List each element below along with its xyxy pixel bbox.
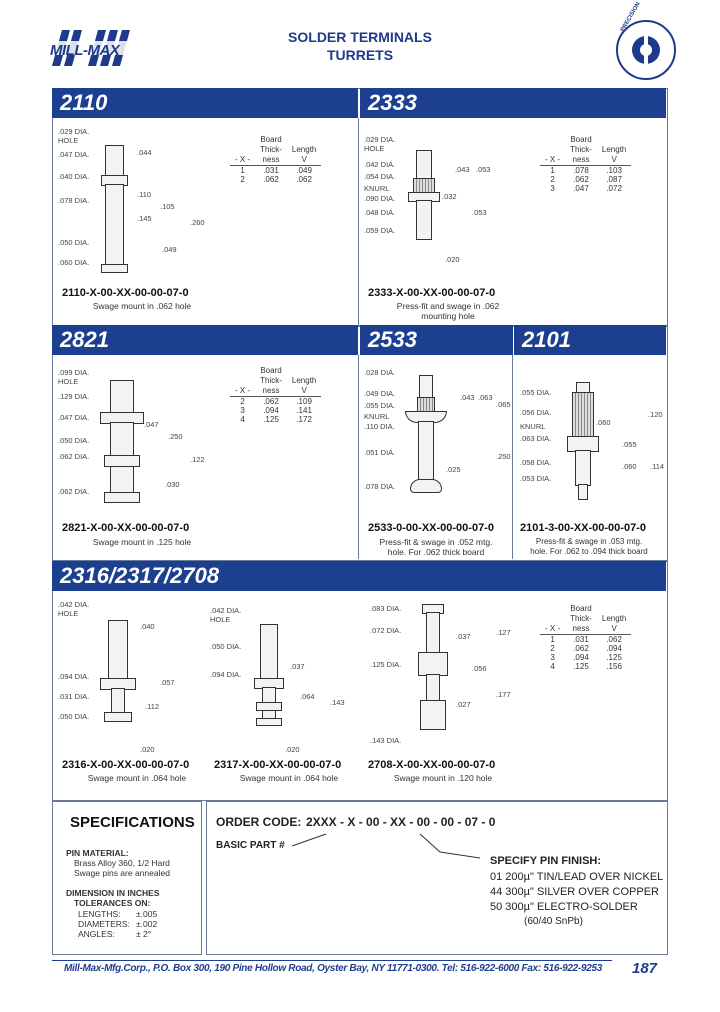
label: .040 xyxy=(140,622,155,631)
label: .065 xyxy=(496,400,511,409)
label: .050 DIA. xyxy=(58,238,90,247)
table-row: 2 .062 .109 xyxy=(240,397,312,406)
label: KNURL xyxy=(520,422,546,431)
tolerance-title: TOLERANCES ON: xyxy=(74,898,151,908)
band-2821: 2821 xyxy=(52,325,358,355)
table-row: 3 .094 .141 xyxy=(240,406,312,415)
col-board: Board Thick- ness xyxy=(565,135,597,166)
band-2316: 2316/2317/2708 xyxy=(52,561,666,591)
col-length: Length V xyxy=(287,135,321,166)
label: .025 xyxy=(446,465,461,474)
label: .031 DIA. xyxy=(58,692,90,701)
label: .047 DIA. xyxy=(58,413,90,422)
band-2333: 2333 xyxy=(360,88,666,118)
tolerance-label: LENGTHS: xyxy=(78,909,121,919)
order-code-arrows xyxy=(290,826,520,866)
table-row: 3 .094 .125 xyxy=(550,653,622,662)
finish-option: 50 300µ" ELECTRO-SOLDER xyxy=(490,901,638,913)
label: .122 xyxy=(190,455,205,464)
label: .145 xyxy=(137,214,152,223)
dimension-title: DIMENSION IN INCHES xyxy=(66,888,160,898)
page-subtitle: TURRETS xyxy=(326,47,394,63)
tolerance-label: ANGLES: xyxy=(78,929,115,939)
divider xyxy=(512,355,513,559)
label: .083 DIA. xyxy=(370,604,402,613)
badge-text: PRECISION xyxy=(620,1,642,33)
table-row: 1 .031 .062 xyxy=(550,635,622,644)
label: .125 DIA. xyxy=(370,660,402,669)
label: .020 xyxy=(285,745,300,754)
label: .020 xyxy=(445,255,460,264)
label: KNURL xyxy=(364,412,390,421)
tolerance-value: ± 2° xyxy=(136,929,152,939)
pin-material-title: PIN MATERIAL: xyxy=(66,848,129,858)
band-2110: 2110 xyxy=(52,88,358,118)
label: .050 DIA. xyxy=(58,436,90,445)
label: .056 DIA. xyxy=(520,408,552,417)
pin-2317-base xyxy=(256,718,282,726)
table-row: 4 .125 .172 xyxy=(240,415,312,424)
label: .053 DIA. xyxy=(520,474,552,483)
label: .028 DIA. xyxy=(364,368,396,377)
label: .250 xyxy=(168,432,183,441)
label: .090 DIA. xyxy=(364,194,396,203)
label: .110 xyxy=(137,190,152,199)
pin-2708-top xyxy=(426,612,440,654)
label: .029 DIA. HOLE xyxy=(364,135,396,153)
note-2110: Swage mount in .062 hole xyxy=(92,301,192,311)
pin-2533-base xyxy=(410,479,442,493)
pin-2110-base xyxy=(101,264,128,273)
table-row: 2 .062 .062 xyxy=(240,175,312,184)
note-2533: Press-fit & swage in .052 mtg. hole. For .062 thick board xyxy=(379,537,493,557)
col-x: - X - xyxy=(540,604,565,635)
part-number-2110: 2110-X-00-XX-00-00-07-0 xyxy=(62,287,189,299)
col-x: - X - xyxy=(230,366,255,397)
order-code-label: ORDER CODE: xyxy=(216,815,302,829)
part-number-2533: 2533-0-00-XX-00-00-07-0 xyxy=(368,522,494,534)
label: .062 DIA. xyxy=(58,452,90,461)
pin-2533-body xyxy=(418,421,434,481)
pin-2101-body xyxy=(575,450,591,486)
pin-2821-base xyxy=(104,492,140,503)
label: .143 DIA. xyxy=(370,736,402,745)
label: .078 DIA. xyxy=(364,482,396,491)
footer-rule xyxy=(52,960,612,961)
footer-address: Mill-Max-Mfg.Corp., P.O. Box 300, 190 Pine Hollow Road, Oyster Bay, NY 11771-0300. Tel: 516-922-6000 Fax: 516-922-9253 xyxy=(64,963,602,974)
label: .032 xyxy=(442,192,457,201)
label: .094 DIA. xyxy=(210,670,242,679)
band-2101: 2101 xyxy=(514,325,666,355)
label: .042 DIA. HOLE xyxy=(210,606,242,624)
col-length: Length V xyxy=(597,604,631,635)
pin-2708-body xyxy=(426,674,440,702)
label: .129 DIA. xyxy=(58,392,90,401)
logo-text: MILL-MAX xyxy=(50,42,120,59)
pin-2110-top xyxy=(105,145,124,177)
table-row: 1 .031 .049 xyxy=(240,166,312,175)
note-2821: Swage mount in .125 hole xyxy=(92,537,192,547)
label: .027 xyxy=(456,700,471,709)
label: .059 DIA. xyxy=(364,226,396,235)
pin-2101-knurl xyxy=(572,392,594,438)
label: KNURL xyxy=(364,184,390,193)
label: .105 xyxy=(160,202,175,211)
tolerance-value: ±.002 xyxy=(136,919,158,929)
label: .094 DIA. xyxy=(58,672,90,681)
pin-2821-top xyxy=(110,380,134,414)
label: .112 xyxy=(145,702,160,711)
label: .043 xyxy=(460,393,475,402)
table-row: 3 .047 .072 xyxy=(550,184,622,193)
pin-2333-top xyxy=(416,150,432,180)
label: .042 DIA. xyxy=(364,160,396,169)
precision-badge xyxy=(616,1,676,80)
label: .054 DIA. xyxy=(364,172,396,181)
table-row: 2 .062 .094 xyxy=(550,644,622,653)
pin-2316-base xyxy=(104,712,132,722)
part-number-2821: 2821-X-00-XX-00-00-07-0 xyxy=(62,522,190,534)
pin-2533-top xyxy=(419,375,433,399)
label: .120 xyxy=(648,410,663,419)
note-2101: Press-fit & swage in .053 mtg. hole. For .062 to .094 thick board xyxy=(530,537,648,556)
label: .043 xyxy=(455,165,470,174)
col-board: Board Thick- ness xyxy=(565,604,597,635)
label: .047 xyxy=(144,420,159,429)
page-number: 187 xyxy=(632,960,658,977)
label: .049 DIA. xyxy=(364,389,396,398)
label: .062 DIA. xyxy=(58,487,90,496)
label: .050 DIA. xyxy=(58,712,90,721)
label: .057 xyxy=(160,678,175,687)
label: .055 xyxy=(622,440,637,449)
col-x: - X - xyxy=(230,135,255,166)
col-length: Length V xyxy=(597,135,631,166)
spec-table-2110 xyxy=(230,135,321,184)
label: .177 xyxy=(496,690,511,699)
pin-2708-base xyxy=(420,700,446,730)
col-length: Length V xyxy=(287,366,321,397)
label: .053 xyxy=(476,165,491,174)
note-2708: Swage mount in .120 hole xyxy=(393,773,493,783)
label: .048 DIA. xyxy=(364,208,396,217)
label: .063 xyxy=(478,393,493,402)
note-2317: Swage mount in .064 hole xyxy=(239,773,339,783)
pin-2317-top xyxy=(260,624,278,680)
label: .127 xyxy=(496,628,511,637)
pin-2316-top xyxy=(108,620,128,680)
col-board: Board Thick- ness xyxy=(255,366,287,397)
part-number-2316: 2316-X-00-XX-00-00-07-0 xyxy=(62,759,190,771)
finish-option: 01 200µ" TIN/LEAD OVER NICKEL xyxy=(490,871,664,883)
part-number-2101: 2101-3-00-XX-00-00-07-0 xyxy=(520,522,646,534)
label: .037 xyxy=(290,662,305,671)
table-row: 4 .125 .156 xyxy=(550,662,622,671)
label: .055 DIA. xyxy=(364,401,396,410)
pin-material-line: Brass Alloy 360, 1/2 Hard xyxy=(74,858,170,868)
label: .072 DIA. xyxy=(370,626,402,635)
specifications-title: SPECIFICATIONS xyxy=(70,814,195,831)
basic-part-label: BASIC PART # xyxy=(216,840,285,851)
part-number-2333: 2333-X-00-XX-00-00-07-0 xyxy=(368,287,496,299)
label: .047 DIA. xyxy=(58,150,90,159)
mill-max-logo xyxy=(40,26,152,70)
label: .060 DIA. xyxy=(58,258,90,267)
tolerance-label: DIAMETERS: xyxy=(78,919,130,929)
label: .114 xyxy=(650,462,665,471)
pin-2708-flange xyxy=(418,652,448,676)
note-2316: Swage mount in .064 hole xyxy=(87,773,187,783)
spec-table-2821 xyxy=(230,366,321,424)
col-x: - X - xyxy=(540,135,565,166)
spec-table-2333 xyxy=(540,135,631,193)
label: .037 xyxy=(456,632,471,641)
pin-2333-body xyxy=(416,200,432,240)
col-board: Board Thick- ness xyxy=(255,135,287,166)
label: .040 DIA. xyxy=(58,172,90,181)
label: .060 xyxy=(622,462,637,471)
spec-table-2316 xyxy=(540,604,631,671)
table-row: 2 .062 .087 xyxy=(550,175,622,184)
label: .020 xyxy=(140,745,155,754)
label: .056 xyxy=(472,664,487,673)
label: .030 xyxy=(165,480,180,489)
label: .058 DIA. xyxy=(520,458,552,467)
label: .110 DIA. xyxy=(364,422,395,431)
label: .053 xyxy=(472,208,487,217)
note-2333: Press-fit and swage in .062 mounting hole xyxy=(396,301,500,321)
label: .029 DIA. HOLE xyxy=(58,127,90,145)
label: .250 xyxy=(496,452,511,461)
finish-title: SPECIFY PIN FINISH: xyxy=(490,855,602,867)
label: .099 DIA. HOLE xyxy=(58,368,90,386)
label: .055 DIA. xyxy=(520,388,552,397)
pin-material-line: Swage pins are annealed xyxy=(74,868,170,878)
label: .260 xyxy=(190,218,205,227)
label: .064 xyxy=(300,692,315,701)
band-2533: 2533 xyxy=(360,325,513,355)
divider xyxy=(358,118,359,325)
pin-2110-body xyxy=(105,184,124,268)
part-number-2708: 2708-X-00-XX-00-00-07-0 xyxy=(368,759,496,771)
page-title: SOLDER TERMINALS xyxy=(288,29,432,45)
part-number-2317: 2317-X-00-XX-00-00-07-0 xyxy=(214,759,342,771)
label: .042 DIA. HOLE xyxy=(58,600,90,618)
tolerance-value: ±.005 xyxy=(136,909,158,919)
pin-2821-collar xyxy=(104,455,140,467)
label: .143 xyxy=(330,698,345,707)
label: .063 DIA. xyxy=(520,434,552,443)
order-code-value: 2XXX - X - 00 - XX - 00 - 00 - 07 - 0 xyxy=(306,815,496,829)
label: .049 xyxy=(162,245,177,254)
label: .060 xyxy=(596,418,611,427)
table-row: 1 .078 .103 xyxy=(550,166,622,175)
label: .044 xyxy=(137,148,152,157)
finish-option-note: (60/40 SnPb) xyxy=(524,916,583,927)
label: .051 DIA. xyxy=(364,448,396,457)
pin-2101-tip xyxy=(578,484,588,500)
label: .078 DIA. xyxy=(58,196,90,205)
pin-2317-collar xyxy=(256,702,282,711)
divider xyxy=(358,355,359,559)
label: .050 DIA. xyxy=(210,642,242,651)
finish-option: 44 300µ" SILVER OVER COPPER xyxy=(490,886,659,898)
